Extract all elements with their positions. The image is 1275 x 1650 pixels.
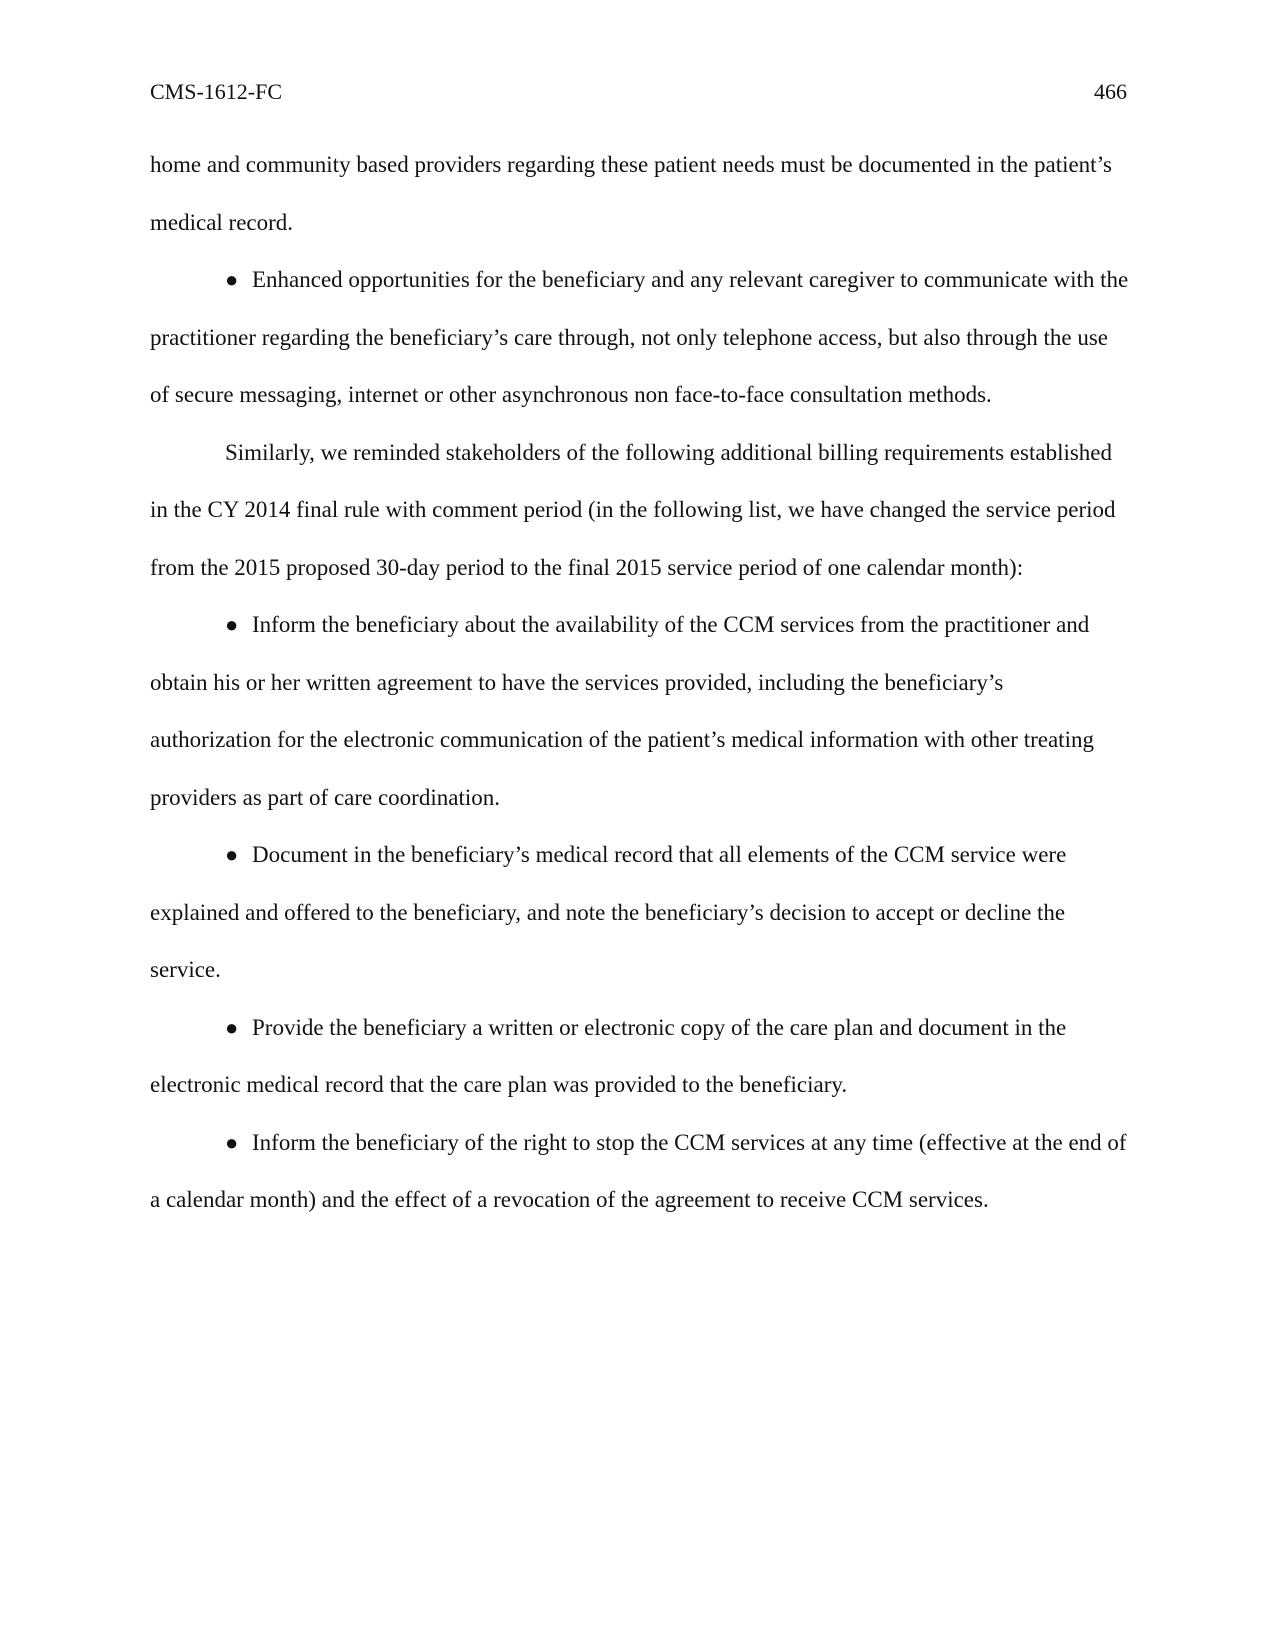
document-id: CMS-1612-FC [150, 79, 283, 104]
bullet-item-document-decision [150, 826, 1130, 999]
bullet-icon: ● [225, 1014, 239, 1040]
page-body [150, 136, 1130, 1229]
bullet-text: Inform the beneficiary of the right to stop the CCM services at any time (effective at the end of a calendar month) and the effect of a revocation of the agreement to receive CCM services. [150, 1129, 1127, 1212]
paragraph-continuation [150, 136, 1130, 251]
bullet-icon: ● [225, 267, 239, 292]
paragraph-text: Similarly, we reminded stakeholders of the following additional billing requirements established in the CY 2014 final rule with comment period (in the following list, we have changed the service period from the 2015 proposed 30-day period to the final 2015 service period of one calendar month): [150, 439, 1116, 580]
bullet-icon: ● [225, 1129, 239, 1155]
bullet-item-care-plan-copy [150, 999, 1130, 1114]
paragraph-text: home and community based providers regarding these patient needs must be documented in the patient’s medical record. [150, 152, 1112, 235]
bullet-text: Provide the beneficiary a written or electronic copy of the care plan and document in the electronic medical record that the care plan was provided to the beneficiary. [150, 1014, 1067, 1097]
paragraph-billing-requirements [150, 424, 1130, 597]
bullet-icon: ● [225, 842, 239, 867]
page-header [150, 72, 1127, 112]
bullet-item-right-to-stop [150, 1114, 1130, 1229]
bullet-text: Document in the beneficiary’s medical record that all elements of the CCM service were explained and offered to the beneficiary, and note the beneficiary’s decision to accept or decline the service. [150, 842, 1067, 982]
bullet-text: Inform the beneficiary about the availability of the CCM services from the practitioner and obtain his or her written agreement to have the services provided, including the beneficiary’s authorization for the electronic communication of the patient’s medical information with other treating providers as part of care coordination. [150, 612, 1094, 810]
bullet-item-inform-availability [150, 596, 1130, 826]
page-number: 466 [1094, 79, 1127, 104]
bullet-text: Enhanced opportunities for the beneficiary and any relevant caregiver to communicate with the practitioner regarding the beneficiary’s care through, not only telephone access, but also through the use of secure messaging, internet or other asynchronous non face-to-face consultation methods. [150, 267, 1129, 407]
bullet-item-communication [150, 251, 1130, 424]
bullet-icon: ● [225, 612, 239, 637]
